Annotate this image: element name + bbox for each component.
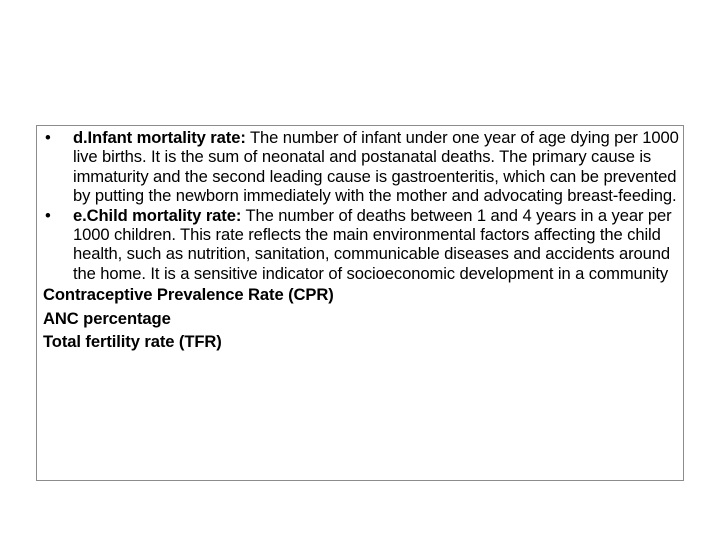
bullet-term: e.Child mortality rate: [73,205,242,225]
bullet-text: The number of deaths between 1 and 4 years in a year per 1000 children. This rate reflects the main environmental factors affecting the child health, such as nutrition, sanitation, communicable diseases and accidents around the home. It is a sensitive indicator of socioeconomic development in a community [73,205,672,283]
line-cpr: Contraceptive Prevalence Rate (CPR) [43,285,334,305]
bullet-item-infant-mortality [43,128,683,206]
bullet-list [43,128,683,283]
line-tfr: Total fertility rate (TFR) [43,332,222,352]
bullet-marker: • [45,205,51,225]
line-anc: ANC percentage [43,308,171,328]
bullet-marker: • [45,128,51,147]
bullet-item-child-mortality [43,206,683,284]
text-box [36,125,684,481]
bullet-text: The number of infant under one year of age dying per 1000 live births. It is the sum of neonatal and postanatal deaths. The primary cause is immaturity and the second leading cause is gastroenteritis, which can be prevented by putting the newborn immediately with the mother and advocating breast-feeding. [73,128,679,206]
bullet-term: d.Infant mortality rate: [73,128,246,147]
indicator-lines [43,283,683,354]
